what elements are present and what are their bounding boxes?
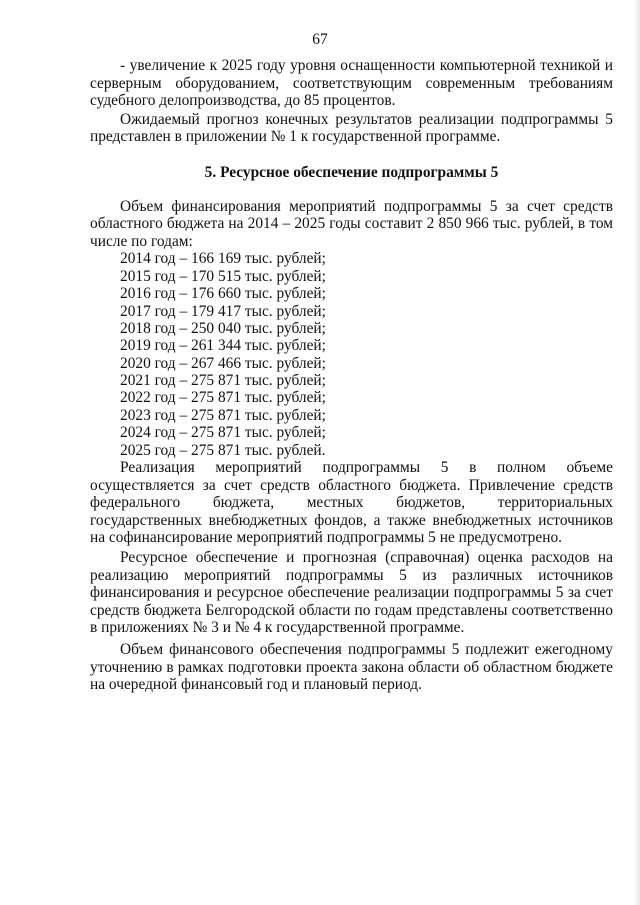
section-heading: 5. Ресурсное обеспечение подпрограммы 5 <box>204 163 499 181</box>
funding-year-item: 2017 год – 179 417 тыс. рублей; <box>120 302 326 320</box>
funding-year-item: 2022 год – 275 871 тыс. рублей; <box>120 389 326 407</box>
funding-year-item: 2024 год – 275 871 тыс. рублей; <box>120 424 326 442</box>
page-number: 67 <box>312 31 328 48</box>
annual-refinement-paragraph: Объем финансового обеспечения подпрограммы 5 подлежит ежегодному уточнению в рамках подготовки проекта закона области об областном бюджете на очередной финансовый год и плановый период. <box>90 640 613 694</box>
funding-year-item: 2023 год – 275 871 тыс. рублей; <box>120 406 326 424</box>
funding-year-item: 2015 год – 170 515 тыс. рублей; <box>120 267 326 285</box>
funding-intro-paragraph: Объем финансирования мероприятий подпрограммы 5 за счет средств областного бюджета на 2014 – 2025 годы составит 2 850 966 тыс. рублей, в том числе по годам: <box>90 197 613 250</box>
forecast-paragraph: Ожидаемый прогноз конечных результатов реализации подпрограммы 5 представлен в приложении № 1 к государственной программе. <box>90 110 613 146</box>
funding-by-year-list <box>90 250 613 459</box>
funding-year-item: 2020 год – 267 466 тыс. рублей; <box>120 354 326 372</box>
intro-bullet-paragraph: - увеличение к 2025 году уровня оснащенности компьютерной техникой и серверным оборудованием, соответствующим современным требованиям судебного делопроизводства, до 85 процентов. <box>90 57 613 110</box>
funding-year-item: 2016 год – 176 660 тыс. рублей; <box>120 285 326 303</box>
funding-year-item: 2019 год – 261 344 тыс. рублей; <box>120 337 326 355</box>
funding-year-item: 2018 год – 250 040 тыс. рублей; <box>120 319 326 337</box>
resource-estimate-paragraph: Ресурсное обеспечение и прогнозная (справочная) оценка расходов на реализацию мероприятий подпрограммы 5 из различных источников финансирования и ресурсное обеспечение реализации подпрограммы 5 за счет средств бюджета Белгородской области по годам представлены соответственно в приложениях № 3 и № 4 к государственной программе. <box>90 549 613 637</box>
funding-year-item: 2014 год – 166 169 тыс. рублей; <box>120 250 326 268</box>
funding-year-item: 2025 год – 275 871 тыс. рублей. <box>120 441 326 459</box>
implementation-paragraph: Реализация мероприятий подпрограммы 5 в полном объеме осуществляется за счет средств областного бюджета. Привлечение средств федерального бюджета, местных бюджетов, территориальных государственных внебюджетных фондов, а также внебюджетных источников на софинансирование мероприятий подпрограммы 5 не предусмотрено. <box>90 459 613 547</box>
funding-year-item: 2021 год – 275 871 тыс. рублей; <box>120 372 326 390</box>
scan-edge-shadow <box>634 0 640 905</box>
document-body <box>90 57 613 694</box>
